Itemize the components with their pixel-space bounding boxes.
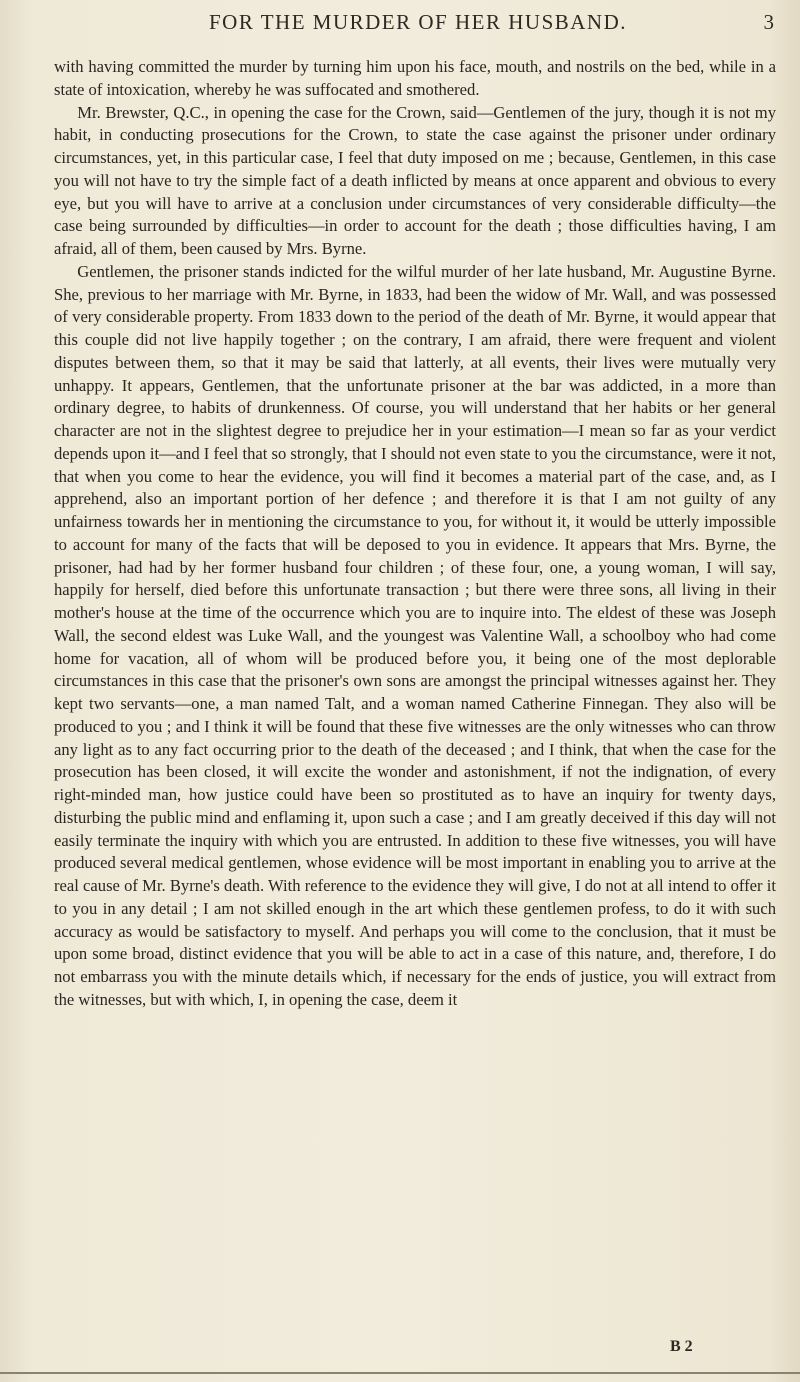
- running-header: [60, 10, 776, 46]
- paragraph-indictment: Gentlemen, the prisoner stands indicted for the wilful murder of her late husband, Mr. Augustine Byrne. She, previous to her marriage with Mr. Byrne, in 1833, had been the widow of Mr. Wall, and was possessed of very considerable property. From 1833 down to the period of the death of Mr. Byrne, it would appear that this couple did not live happily together ; on the contrary, I am afraid, there were frequent and violent disputes between them, so that it may be said that latterly, at all events, their lives were mutually very unhappy. It appears, Gentlemen, that the unfortunate prisoner at the bar was addicted, in a more than ordinary degree, to habits of drunkenness. Of course, you will understand that her habits or her general character are not in the slightest degree to prejudice her in your estimation—I mean so far as your verdict depends upon it—and I feel that so strongly, that I should not even state to you the circumstance, were it not, that when you come to hear the evidence, you will find it becomes a material part of the case, and, as I apprehend, also an important portion of her defence ; and therefore it is that I am not guilty of any unfairness towards her in mentioning the circumstance to you, for without it, it would be utterly impossible to account for many of the facts that will be deposed to you in evidence. It appears that Mrs. Byrne, the prisoner, had had by her former husband four children ; of these four, one, a young woman, I will say, happily for herself, died before this unfortunate transaction ; but there were three sons, all living in their mother's house at the time of the occurrence which you are to inquire into. The eldest of these was Joseph Wall, the second eldest was Luke Wall, and the youngest was Valentine Wall, a schoolboy who had come home for vacation, all of whom will be produced before you, it being one of the most deplorable circumstances in this case that the prisoner's own sons are amongst the principal witnesses against her. They kept two servants—one, a man named Talt, and a woman named Catherine Finnegan. They also will be produced to you ; and I think it will be found that these five witnesses are the only witnesses who can throw any light as to any fact occurring prior to the death of the deceased ; and I think, that when the case for the prosecution has been closed, it will excite the wonder and astonishment, if not the indignation, of every right-minded man, how justice could have been so prostituted as to have an inquiry for twenty days, disturbing the public mind and enflaming it, upon such a case ; and I am greatly deceived if this day will not easily terminate the inquiry with which you are entrusted. In addition to these five witnesses, you will have produced several medical gentlemen, whose evidence will be most important in enabling you to arrive at the real cause of Mr. Byrne's death. With reference to the evidence they will give, I do not at all intend to offer it to you in any detail ; I am not skilled enough in the art which these gentlemen profess, to do it with such accuracy as would be satisfactory to myself. And perhaps you will come to the conclusion, that it must be upon some broad, distinct evidence that you will be able to act in a case of this nature, and, therefore, I do not embarrass you with the minute details which, if necessary for the ends of justice, you will extract from the witnesses, but with which, I, in opening the case, deem it: [54, 261, 776, 1009]
- paragraph-continuation: with having committed the murder by turning him upon his face, mouth, and nostrils on the bed, while in a state of intoxication, whereby he was suffocated and smothered.: [54, 57, 776, 99]
- body-text: [54, 56, 776, 1012]
- page-number: 3: [763, 10, 774, 34]
- paragraph-opening-speech: Mr. Brewster, Q.C., in opening the case for the Crown, said—Gentlemen of the jury, though it is not my habit, in conducting prosecutions for the Crown, to state the case against the prisoner under ordinary circumstances, yet, in this particular case, I feel that duty imposed on me ; because, Gentlemen, in this case you will not have to try the simple fact of a death inflicted by means at once apparent and obvious to every eye, but you will have to arrive at a conclusion under circumstances of very considerable difficulty—the case being surrounded by difficulties—in order to account for the death ; those difficulties having, I am afraid, all of them, been caused by Mrs. Byrne.: [54, 102, 776, 258]
- running-title: FOR THE MURDER OF HER HUSBAND.: [209, 10, 627, 34]
- signature-mark: B 2: [670, 1338, 693, 1355]
- page-bottom-edge: [0, 1372, 800, 1374]
